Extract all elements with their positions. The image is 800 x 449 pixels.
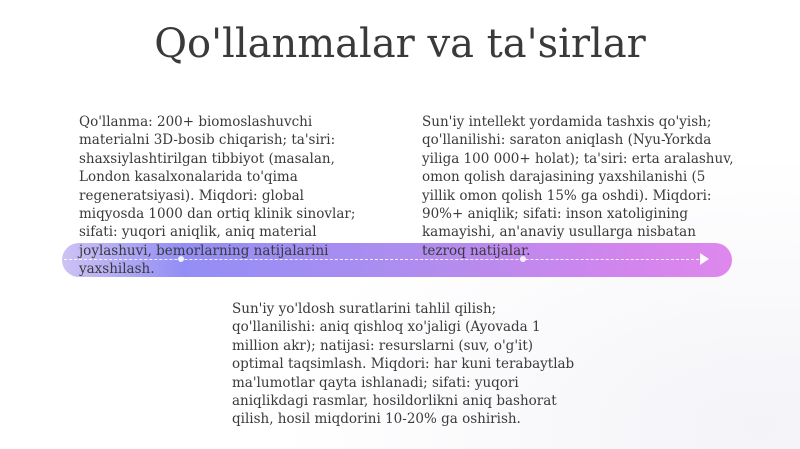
slide-title: Qo'llanmalar va ta'sirlar [154, 21, 646, 67]
content-block-1: Qo'llanma: 200+ biomoslashuvchi materialni 3D-bosib chiqarish; ta'siri: shaxsiylashtirilgan tibbiyot (masalan, London kasalxonalarida to'qima regeneratsiyasi). Miqdori: global miqyosda 1000 dan ortiq klinik sinovlar; sifati: yuqori aniqlik, aniq material joylashuvi, bemorlarning natijalarini yaxshilash. [79, 114, 356, 278]
content-block-2: Sun'iy intellekt yordamida tashxis qo'yish; qo'llanilishi: saraton aniqlash (Nyu-Yorkda yiliga 100 000+ holat); ta'siri: erta aralashuv, omon qolish darajasining yaxshilanishi (5 yillik omon qolish 15% ga oshdi). Miqdori: 90%+ aniqlik; sifati: inson xatoligining kamayishi, an'anaviy usullarga nisbatan tezroq natijalar. [422, 114, 734, 259]
content-block-3: Sun'iy yo'ldosh suratlarini tahlil qilish; qo'llanilishi: aniq qishloq xo'jaligi (Ayovada 1 million akr); natijasi: resurslarni (suv, o'g'it) optimal taqsimlash. Miqdori: har kuni terabaytlab ma'lumotlar qayta ishlanadi; sifati: yuqori aniqlikdagi rasmlar, hosildorlikni aniq bashorat qilish, hosil miqdorini 10-20% ga oshirish. [232, 301, 575, 428]
